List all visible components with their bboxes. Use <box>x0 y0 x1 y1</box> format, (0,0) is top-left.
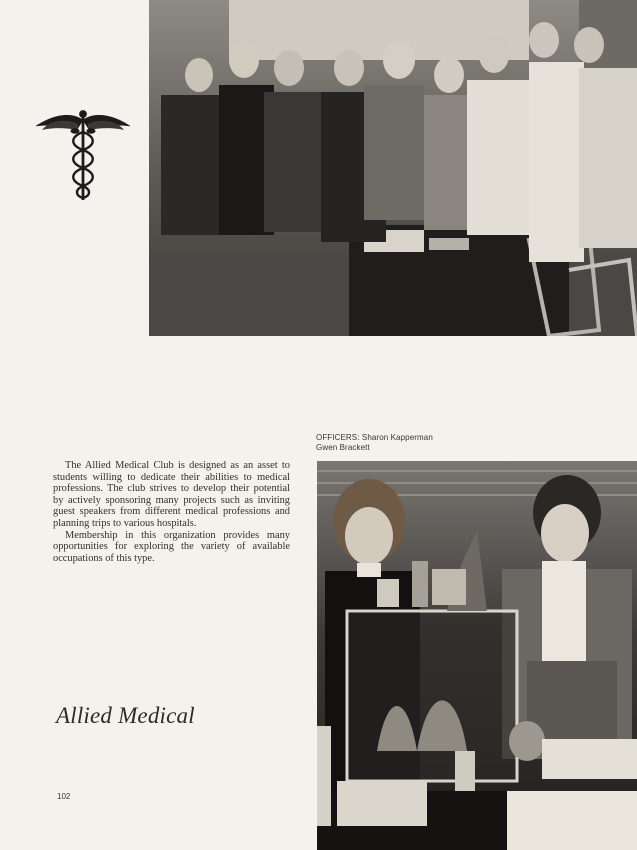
description-paragraph: The Allied Medical Club is designed as an asset to students willing to dedicate their abilities to medical professions. The club strives to develop their potential by actively sponsoring many projects such as inviting guest speakers from different medical professions and planning trips to various hospitals. <box>53 460 290 529</box>
club-officers-lab-photo <box>317 461 637 850</box>
description-paragraph: Membership in this organization provides many opportunities for exploring the variety of available occupations of this type. <box>53 529 290 564</box>
caduceus-icon <box>34 104 132 202</box>
caption-line: OFFICERS: Sharon Kapperman <box>316 433 433 442</box>
photo-caption <box>316 433 576 453</box>
section-title: Allied Medical <box>56 703 195 728</box>
club-members-group-photo <box>149 0 637 336</box>
caption-line: Gwen Brackett <box>316 443 370 452</box>
club-description <box>53 460 290 564</box>
page-number: 102 <box>57 792 71 801</box>
